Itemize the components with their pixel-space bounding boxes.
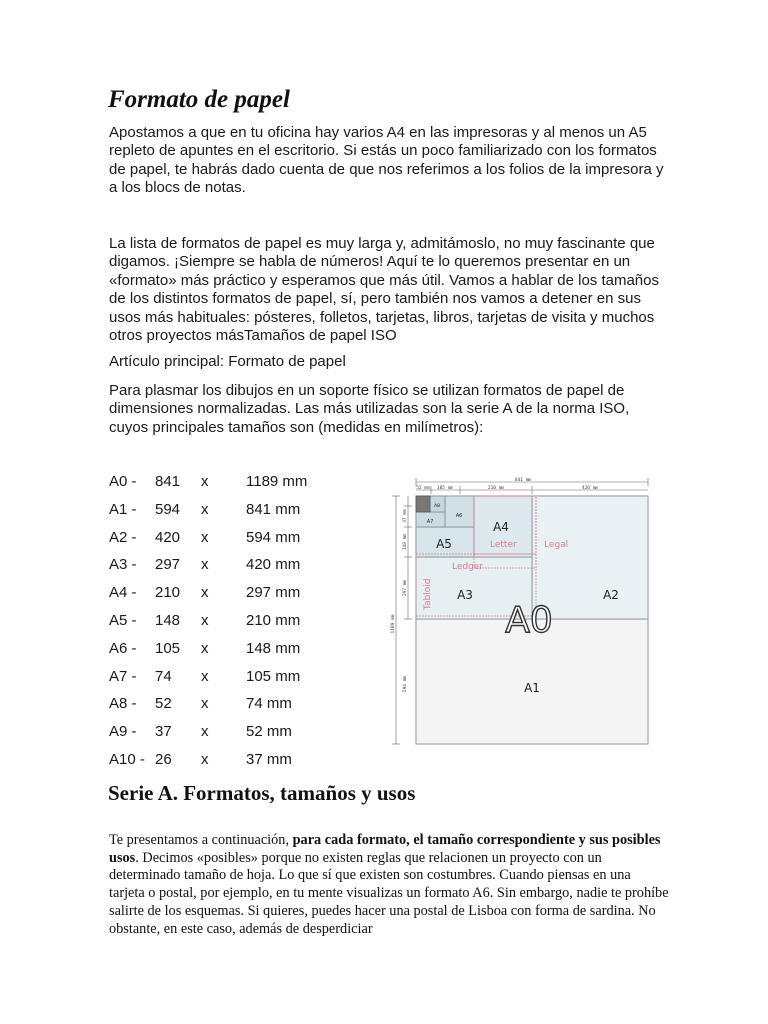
paper-size-diagram — [386, 474, 656, 754]
size-height: 420 mm — [246, 556, 301, 574]
dim-left-1189: 1189 mm — [391, 614, 396, 634]
page-title: Formato de papel — [108, 86, 290, 113]
size-times: x — [201, 723, 209, 741]
letter-label: Letter — [490, 540, 517, 550]
size-name: A3 - — [109, 556, 137, 574]
size-times: x — [201, 500, 209, 518]
dim-left-148: 148 mm — [403, 533, 408, 551]
size-times: x — [201, 695, 209, 713]
size-row-a9 — [109, 723, 369, 751]
a2-label: A2 — [603, 588, 619, 602]
dim-left-594: 594 mm — [403, 675, 408, 693]
size-times: x — [201, 611, 209, 629]
a6-label: A6 — [455, 513, 463, 519]
size-height: 74 mm — [246, 695, 292, 713]
size-width: 148 — [155, 611, 181, 629]
dim-left-297: 297 mm — [403, 579, 408, 597]
size-width: 420 — [155, 528, 181, 546]
a5-label: A5 — [436, 537, 452, 551]
size-name: A0 - — [109, 473, 137, 490]
section-paragraph — [109, 832, 669, 938]
size-list — [109, 473, 369, 779]
a8-label: A8 — [434, 504, 440, 509]
size-width: 297 — [155, 556, 181, 574]
tabloid-label: Tabloid — [423, 578, 433, 610]
main-article-note: Artículo principal: Formato de papel — [109, 353, 346, 370]
size-height: 297 mm — [246, 584, 301, 602]
size-width: 594 — [155, 500, 181, 518]
size-row-a6 — [109, 640, 369, 668]
size-name: A10 - — [109, 750, 145, 768]
section-text-before: Te presentamos a continuación, — [109, 832, 293, 848]
size-times: x — [201, 556, 209, 574]
a7-label: A7 — [426, 519, 434, 525]
dim-left-37: 37 mm — [403, 509, 408, 523]
size-width: 37 — [155, 723, 172, 741]
size-name: A7 - — [109, 667, 137, 685]
size-name: A4 - — [109, 584, 137, 602]
size-height: 594 mm — [246, 528, 301, 546]
dim-top-52: 52 mm — [416, 486, 430, 491]
section-text-bold: para cada formato, el tamaño correspondiente y sus posibles usos — [109, 832, 661, 866]
size-height: 210 mm — [246, 611, 301, 629]
dim-top-total: 841 mm — [514, 478, 532, 483]
size-times: x — [201, 667, 209, 685]
size-name: A8 - — [109, 695, 137, 713]
size-height: 52 mm — [246, 723, 292, 741]
size-width: 841 — [155, 473, 181, 490]
size-times: x — [201, 750, 209, 768]
dim-top-105: 105 mm — [436, 486, 454, 491]
size-row-a8 — [109, 695, 369, 723]
section-text-after: . Decimos «posibles» porque no existen reglas que relacionen un proyecto con un determinado tamaño de hoja. Lo que sí que existen son costumbres. Cuando piensas en una tarjeta o postal, por ejemplo, en tu mente visualizas un formato A6. Sin embargo, nadie te prohíbe salirte de los esquemas. Si quieres, puedes hacer una postal de Lisboa con forma de sardina. No obstante, en este caso, además de desperdiciar — [109, 849, 669, 937]
a0-label: A0 — [505, 600, 553, 641]
size-width: 52 — [155, 695, 172, 713]
a9-a10-sheet — [416, 496, 430, 512]
size-name: A5 - — [109, 611, 137, 629]
dim-top-210: 210 mm — [487, 486, 505, 491]
size-height: 841 mm — [246, 500, 301, 518]
a1-label: A1 — [524, 681, 540, 695]
size-row-a3 — [109, 556, 369, 584]
size-name: A1 - — [109, 500, 137, 518]
size-row-a1 — [109, 501, 369, 529]
size-width: 26 — [155, 750, 172, 768]
size-width: 74 — [155, 667, 172, 685]
size-row-a2 — [109, 529, 369, 557]
size-height: 1189 mm — [246, 473, 308, 490]
size-row-a10 — [109, 751, 369, 779]
a6-sheet — [445, 496, 474, 527]
size-row-a0 — [109, 473, 369, 501]
size-height: 148 mm — [246, 639, 301, 657]
size-times: x — [201, 528, 209, 546]
size-height: 37 mm — [246, 750, 292, 768]
size-times: x — [201, 639, 209, 657]
dim-top-420: 420 mm — [581, 486, 599, 491]
legal-label: Legal — [544, 540, 569, 550]
size-times: x — [201, 473, 209, 490]
formats-paragraph: La lista de formatos de papel es muy larga y, admitámoslo, no muy fascinante que digamos. ¡Siempre se habla de números! Aquí te lo queremos presentar en un «formato» más práctico y esperamos que más útil. Vamos a hablar de los tamaños de los distintos formatos de papel, sí, pero también nos vamos a detener en sus usos más habituales: pósteres, folletos, tarjetas, libros, tarjetas de visita y muchos otros proyectos másTamaños de papel ISO — [109, 235, 659, 345]
size-row-a4 — [109, 584, 369, 612]
ledger-label: Ledger — [452, 562, 484, 572]
size-name: A6 - — [109, 639, 137, 657]
intro-paragraph: Apostamos a que en tu oficina hay varios A4 en las impresoras y al menos un A5 repleto de apuntes en el escritorio. Si estás un poco familiarizado con los formatos de papel, te habrás dado cuenta de que nos referimos a los folios de la impresora y a los blocs de notas. — [109, 124, 664, 197]
iso-paragraph: Para plasmar los dibujos en un soporte físico se utilizan formatos de papel de dimensiones normalizadas. Las más utilizadas son la serie A de la norma ISO, cuyos principales tamaños son (medidas en milímetros): — [109, 382, 630, 436]
section-heading: Serie A. Formatos, tamaños y usos — [108, 781, 416, 805]
size-height: 105 mm — [246, 667, 301, 685]
size-width: 105 — [155, 639, 181, 657]
size-row-a5 — [109, 612, 369, 640]
size-times: x — [201, 584, 209, 602]
a4-label: A4 — [493, 520, 509, 534]
a3-label: A3 — [457, 588, 473, 602]
size-name: A2 - — [109, 528, 137, 546]
size-row-a7 — [109, 668, 369, 696]
size-width: 210 — [155, 584, 181, 602]
size-name: A9 - — [109, 723, 137, 741]
